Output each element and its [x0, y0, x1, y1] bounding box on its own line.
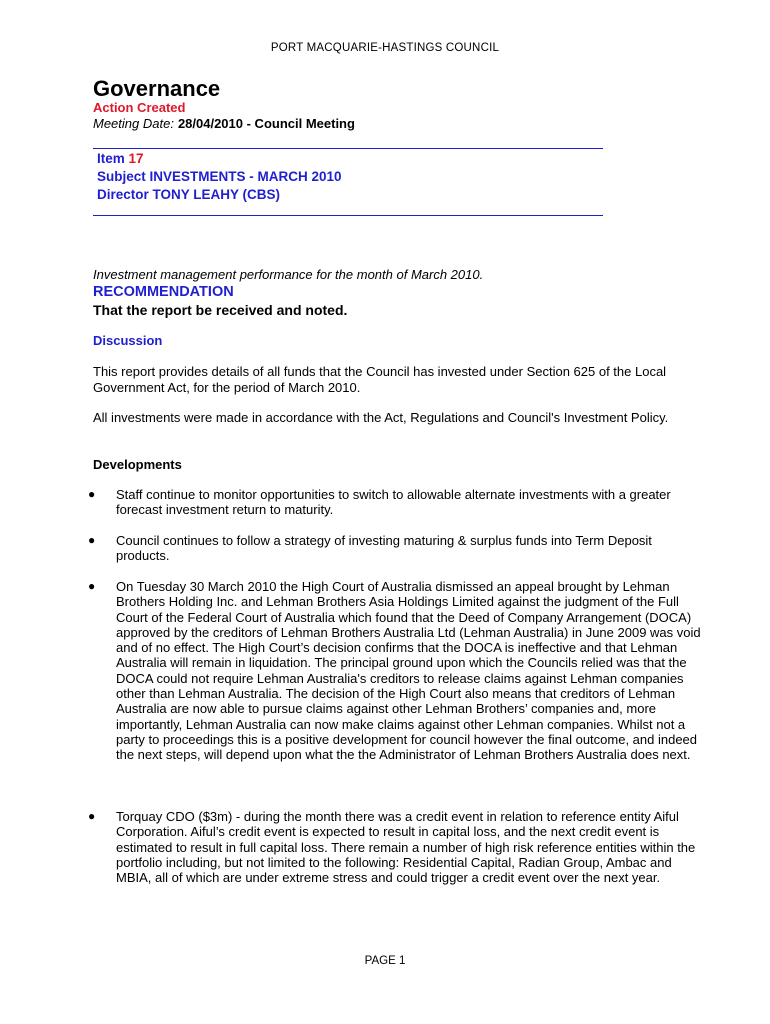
page-footer: PAGE 1	[364, 955, 406, 967]
bullet-icon: ●	[88, 809, 96, 823]
item-line	[97, 150, 342, 168]
list-item-text: Council continues to follow a strategy of investing maturing & surplus funds into Term Deposit products.	[116, 533, 652, 564]
divider-top	[93, 148, 603, 149]
page-title: Governance	[93, 76, 221, 101]
meeting-date	[93, 116, 355, 131]
bullet-icon: ●	[88, 533, 96, 547]
meeting-date-value: 28/04/2010 - Council Meeting	[177, 116, 355, 131]
action-status: Action Created	[93, 100, 186, 115]
meeting-date-label: Meeting Date:	[93, 116, 174, 131]
list-item-text: Staff continue to monitor opportunities to switch to allowable alternate investments with a greater forecast investment return to maturity.	[116, 487, 671, 518]
list-item-text: Torquay CDO ($3m) - during the month there was a credit event in relation to reference entity Aiful Corporation. Aiful’s credit event is expected to result in capital loss, and the next credit event is estimated to result in full capital loss. There remain a number of high risk reference entities within the portfolio including, but not limited to the following: Residential Capital, Radian Group, Ambac and MBIA, all of which are under extreme stress and could trigger a credit event over the next year.	[116, 809, 696, 886]
intro-text: Investment management performance for the month of March 2010.	[93, 267, 484, 282]
discussion-paragraph: This report provides details of all funds that the Council has invested under Section 625 of the Local Government Act, for the period of March 2010.	[93, 364, 667, 395]
item-subject: Subject INVESTMENTS - MARCH 2010	[97, 169, 342, 184]
recommendation-text: That the report be received and noted.	[93, 302, 348, 318]
developments-heading: Developments	[93, 457, 182, 472]
item-label: Item	[97, 151, 125, 166]
discussion-paragraph: All investments were made in accordance with the Act, Regulations and Council's Investment Policy.	[93, 410, 669, 425]
divider-bottom	[93, 215, 603, 216]
discussion-heading: Discussion	[93, 333, 163, 348]
bullet-icon: ●	[88, 487, 96, 501]
item-director: Director TONY LEAHY (CBS)	[97, 187, 281, 202]
item-block	[97, 150, 342, 204]
list-item-text: On Tuesday 30 March 2010 the High Court of Australia dismissed an appeal brought by Lehman Brothers Holding Inc. and Lehman Brothers Asia Holdings Limited against the judgment of the Full Court of the Federal Court of Australia which found that the Deed of Company Arrangement (DOCA) approved by the creditors of Lehman Brothers Australia Ltd (Lehman Australia) in June 2009 was void and of no effect. The High Court’s decision confirms that the DOCA is ineffective and that Lehman Australia will remain in liquidation. The principal ground upon which the Councils relied was that the DOCA could not require Lehman Australia's creditors to release claims against Lehman companies other than Lehman Australia. The decision of the High Court also means that creditors of Lehman Australia are now able to pursue claims against other Lehman Brothers’ companies and, more importantly, Lehman Australia can now make claims against other Lehman companies. Whilst not a party to proceedings this is a positive development for council however the final outcome, and indeed the next steps, will depend upon what the the Administrator of Lehman Brothers Australia does next.	[116, 579, 701, 763]
bullet-icon: ●	[88, 579, 96, 593]
page-header: PORT MACQUARIE-HASTINGS COUNCIL	[270, 42, 500, 54]
item-number: 17	[128, 151, 144, 166]
recommendation-heading: RECOMMENDATION	[93, 284, 234, 300]
